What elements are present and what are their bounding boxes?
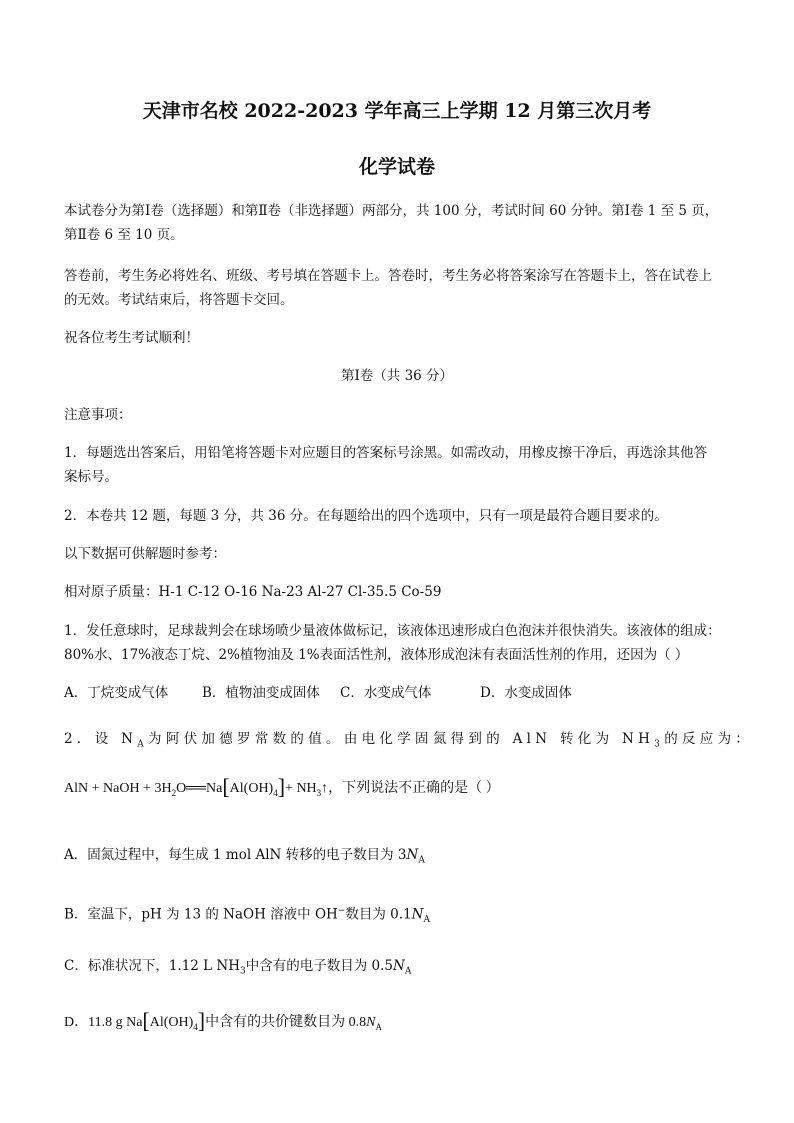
intro-paragraph-2-line-1: 答卷前，考生务必将姓名、班级、考号填在答题卡上。答卷时，考生务必将答案涂写在答题卡上，答在试卷上 — [64, 268, 712, 284]
equation-tail: ，下列说法不正确的是（ ） — [328, 781, 500, 796]
question-2-option-b[interactable] — [64, 900, 744, 931]
option-c-text-2: 中含有的电子数目为 0.5 — [245, 958, 394, 974]
option-d-sub-1: 4 — [193, 1021, 198, 1032]
question-1-option-d[interactable]: D．水变成固体 — [480, 685, 572, 701]
option-a-text: A．固氮过程中，每生成 1 mol AlN 转移的电子数目为 3 — [64, 847, 407, 863]
option-a-n: N — [406, 847, 419, 863]
question-2-option-d[interactable] — [64, 1010, 744, 1038]
equation-sub-3: 3 — [316, 787, 322, 798]
question-1-options — [64, 682, 744, 704]
up-arrow-icon: ↑ — [321, 781, 329, 796]
question-2-stem-start: 2．设 N — [64, 731, 138, 747]
question-2-equation — [64, 776, 744, 804]
equation-sub-2: 4 — [273, 787, 278, 798]
option-b-sub: A — [423, 915, 430, 926]
question-2-option-c[interactable] — [64, 955, 744, 983]
question-2-stem — [64, 728, 754, 756]
question-2-stem-end: 的反应为： — [664, 731, 754, 747]
reference-title: 以下数据可供解题时参考： — [64, 546, 226, 562]
option-c-text-1: C．标准状况下，1.12 L NH — [64, 958, 241, 974]
option-b-text-2: 数目为 0.1 — [345, 906, 412, 923]
note-1-line-2: 案标号。 — [64, 469, 118, 485]
equation-left: AlN + NaOH + 3H — [64, 781, 172, 796]
equation-inner: Al(OH) — [229, 781, 274, 796]
equation-sub-1: 2 — [171, 787, 177, 798]
option-d-text-2: 中含有的共价键数目为 0.8 — [205, 1015, 367, 1030]
option-c-sub-1: 3 — [240, 966, 246, 977]
option-d-text-1: D．11.8 g Na — [64, 1015, 143, 1030]
option-d-sub: A — [375, 1021, 382, 1032]
question-2-stem-middle: 为阿伏加德罗常数的值。由电化学固氮得到的 AlN 转化为 NH — [148, 731, 655, 747]
atomic-masses: 相对原子质量：H-1 C-12 O-16 Na-23 Al-27 Cl-35.5 Co-59 — [64, 584, 442, 600]
note-1-line-1: 1．每题选出答案后，用铅笔将答题卡对应题目的答案标号涂黑。如需改动，用橡皮擦干净后，再选涂其他答 — [64, 445, 708, 461]
right-bracket: ] — [277, 774, 286, 799]
intro-paragraph-1-line-1: 本试卷分为第Ⅰ卷（选择题）和第Ⅱ卷（非选择题）两部分，共 100 分，考试时间 60 分钟。第Ⅰ卷 1 至 5 页， — [64, 203, 719, 219]
left-bracket-d: [ — [142, 1008, 150, 1033]
intro-paragraph-2-line-2: 的无效。考试结束后，将答题卡交回。 — [64, 292, 294, 308]
intro-paragraph-3: 祝各位考生考试顺利！ — [64, 330, 199, 346]
page-title: 天津市名校 2022-2023 学年高三上学期 12 月第三次月考 — [142, 100, 652, 122]
option-b-text-1: B．室温下，pH 为 13 的 NaOH 溶液中 OH — [64, 906, 338, 923]
right-bracket-d: ] — [197, 1008, 206, 1033]
option-b-sup: − — [337, 906, 346, 916]
notes-title: 注意事项： — [64, 407, 132, 423]
page-subtitle: 化学试卷 — [358, 156, 435, 178]
question-1-stem-line-1: 1．发任意球时，足球裁判会在球场喷少量液体做标记，该液体迅速形成白色泡沫并很快消失。该液体的组成： — [64, 623, 721, 639]
question-1-option-a[interactable]: A．丁烷变成气体 — [64, 685, 169, 701]
question-2-option-a[interactable] — [64, 844, 744, 872]
option-d-n: N — [366, 1015, 376, 1030]
question-1-stem-line-2: 80%水、17%液态丁烷、2%植物油及 1%表面活性剂，液体形成泡沫有表面活性剂的作用，还因为（ ） — [64, 647, 689, 663]
question-1-option-b[interactable]: B．植物油变成固体 — [202, 685, 320, 701]
option-c-sub: A — [404, 966, 412, 977]
equation-right: + NH — [285, 781, 317, 796]
option-c-n: N — [393, 958, 405, 974]
equation-middle: O══Na — [176, 781, 223, 796]
option-b-n: N — [411, 906, 424, 923]
question-1-option-c[interactable]: C．水变成气体 — [340, 685, 432, 701]
left-bracket: [ — [222, 774, 230, 799]
note-2: 2．本卷共 12 题，每题 3 分，共 36 分。在每题给出的四个选项中，只有一项是最符合题目要求的。 — [64, 508, 668, 524]
intro-paragraph-1-line-2: 第Ⅱ卷 6 至 10 页。 — [64, 227, 184, 243]
option-a-sub: A — [418, 855, 425, 866]
question-2-stem-sub-2: 3 — [654, 739, 665, 750]
question-2-stem-sub: A — [137, 739, 149, 750]
section-title: 第Ⅰ卷（共 36 分） — [340, 368, 454, 384]
option-d-inner: Al(OH) — [149, 1015, 194, 1030]
